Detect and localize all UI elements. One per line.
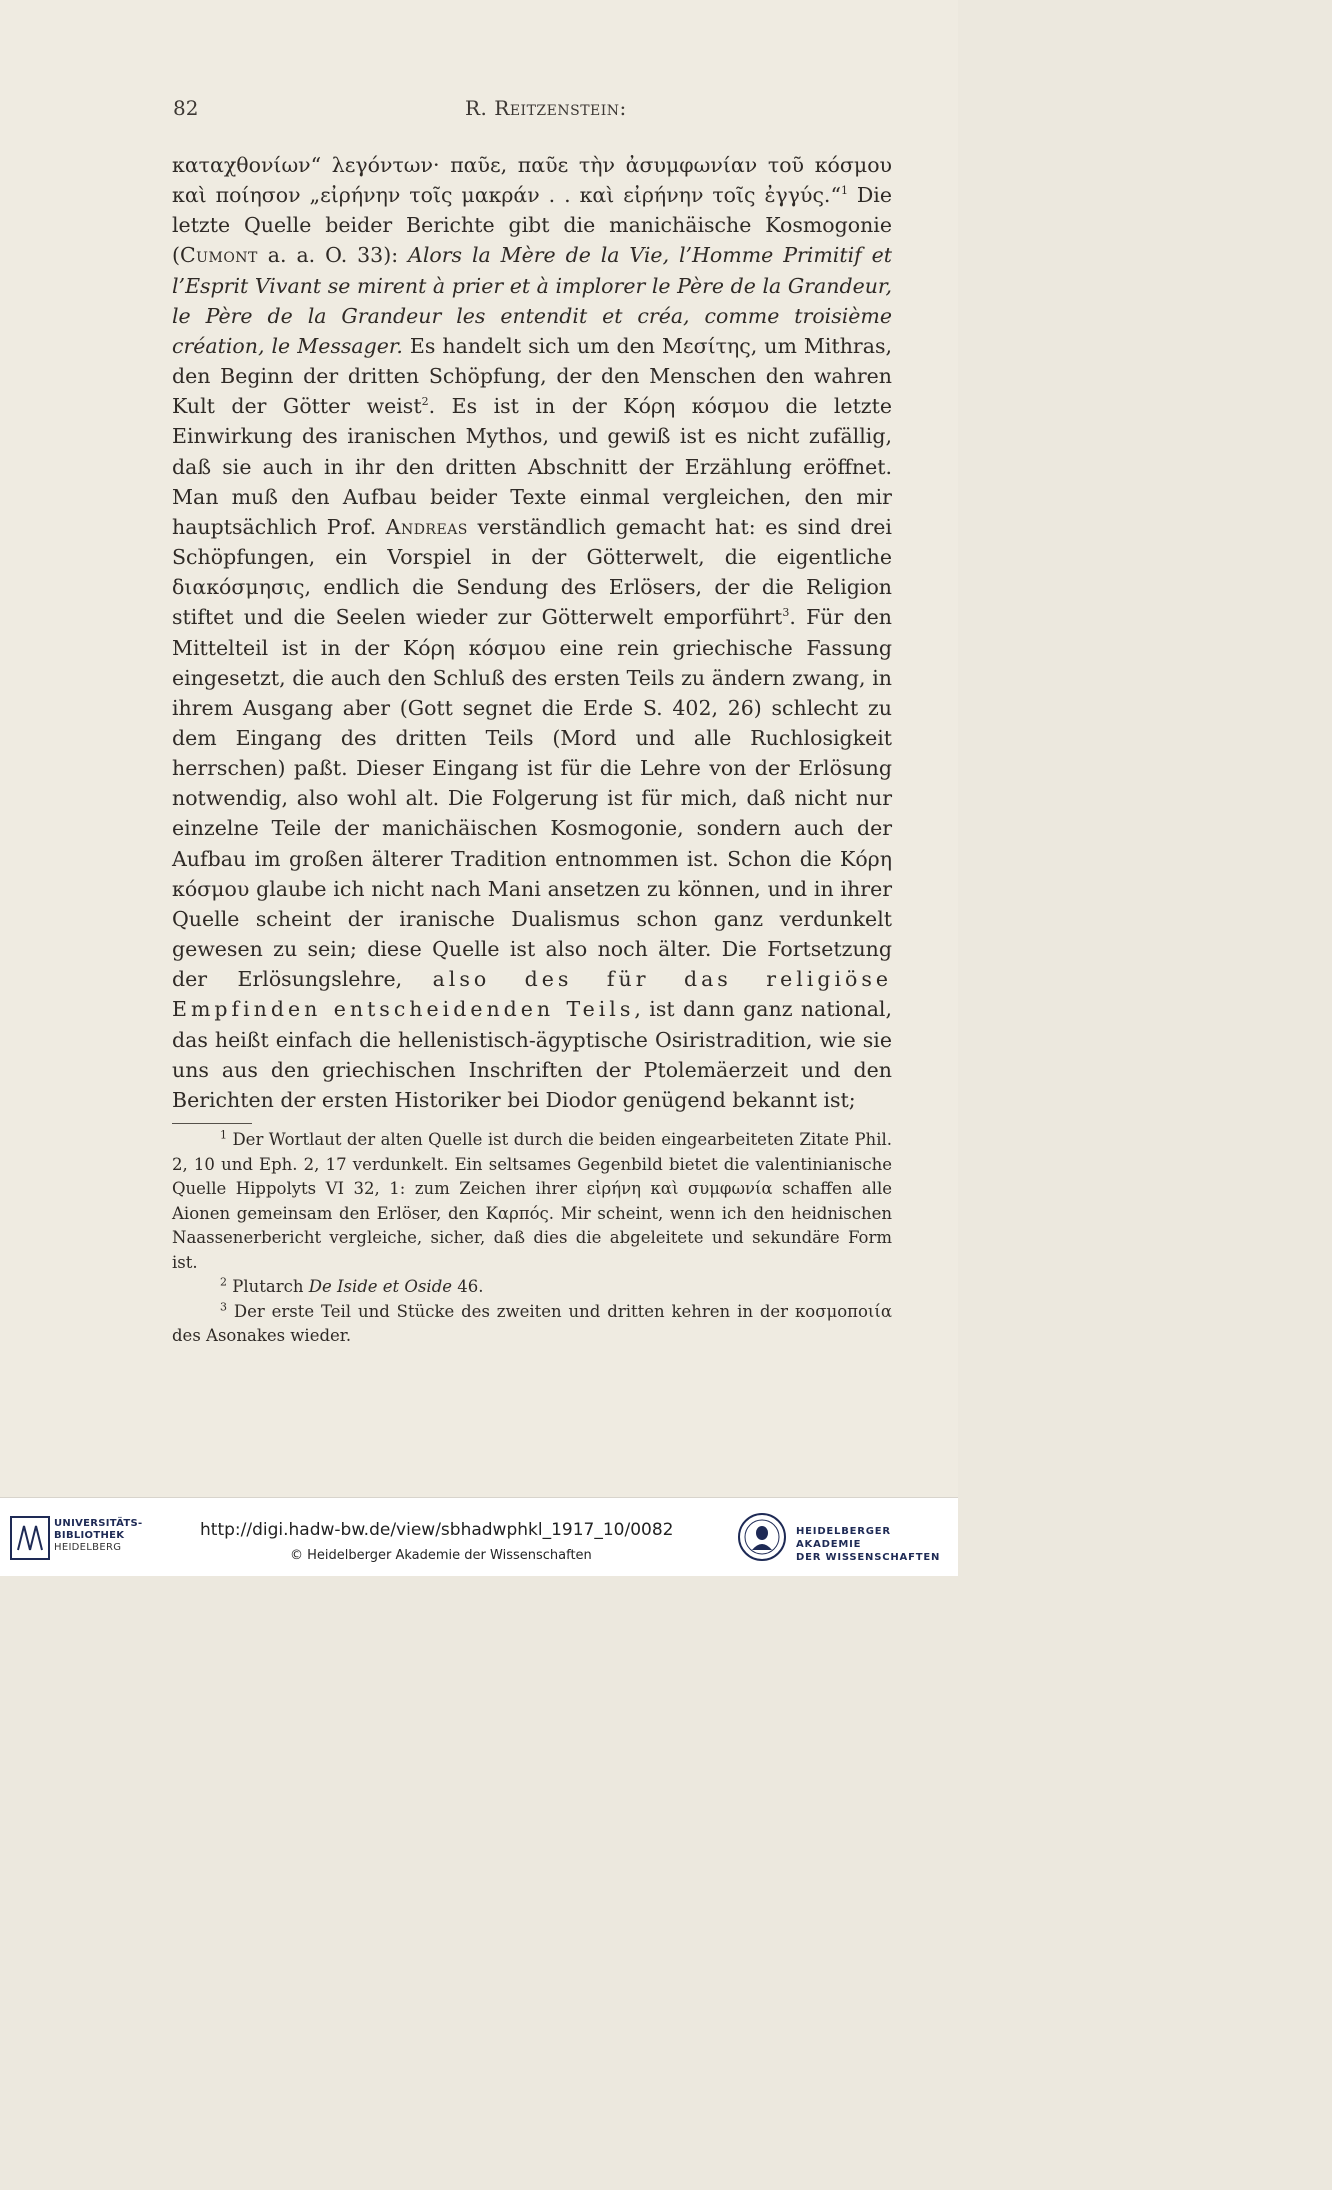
text-run: , endlich die Sendung des Erlösers, der die Religion stiftet und die Seelen wieder zur Götterwelt emporführt	[172, 575, 892, 630]
text-run: , ist dann ganz national, das heißt einfach die hellenistisch-ägyptische Osiristradition, wie sie uns aus den griechischen Inschriften der Ptolemäerzeit und den Berichten der ersten Historiker bei Diodor genügend bekannt ist;	[172, 997, 892, 1112]
greek-term: κοσμοποιία	[794, 1301, 892, 1321]
text-run: 46.	[452, 1277, 484, 1296]
footnote-mark: 2	[220, 1275, 227, 1289]
text-run: glaube ich nicht nach Mani ansetzen zu können, und in ihrer Quelle scheint der iranische Dualismus schon ganz verdunkelt gewesen zu sein; diese Quelle ist also noch älter. Die Fortsetzung der Erlösungslehre,	[172, 876, 892, 992]
greek-term: Καρπός	[485, 1203, 549, 1223]
book-title: De Iside et Oside	[308, 1277, 453, 1296]
french-quote: Alors la Mère de la Vie, l’Homme Primitif et l’Esprit Vivant se mirent à prier et à implorer le Père de la Grandeur, le Père de la Grandeur les entendit et créa, comme troisième création, le Messager.	[172, 243, 892, 358]
text-run: Plutarch	[227, 1277, 309, 1296]
logo-line: UNIVERSITÄTS-	[54, 1518, 143, 1529]
greek-term: διακόσμησις	[172, 575, 305, 600]
text-run: schaffen alle Aionen gemeinsam den Erlöser, den	[172, 1179, 892, 1223]
academy-logo-text	[796, 1525, 958, 1564]
logo-line: BIBLIOTHEK	[54, 1530, 125, 1541]
text-run: eine rein griechische Fassung eingesetzt, die auch den Schluß des ersten Teils zu ändern zwang, in ihrem Ausgang aber (Gott segnet die Erde S. 402, 26) schlecht zu dem Eingang des dritten Teils (Mord und alle Ruchlosigkeit herrschen) paßt. Dieser Eingang ist für die Lehre von der Erlösung notwendig, also wohl alt. Die Folgerung ist für mich, daß nicht nur einzelne Teile der manichäischen Kosmogonie, sondern auch der Aufbau im großen älterer Tradition entnommen ist. Schon die	[172, 635, 892, 871]
academy-seal-icon[interactable]	[737, 1512, 787, 1562]
permalink-url[interactable]: http://digi.hadw-bw.de/view/sbhadwphkl_1917_10/0082	[200, 1520, 674, 1540]
page-number: 82	[173, 96, 199, 120]
footnote-ref-3[interactable]: 3	[782, 606, 790, 620]
logo-line: HEIDELBERGER AKADEMIE	[796, 1526, 891, 1550]
text-run: die letzte Einwirkung des iranischen Mythos, und gewiß ist es nicht zufällig, daß sie auch in ihr den dritten Abschnitt der Erzählung eröffnet. Man muß den Aufbau beider Texte einmal vergleichen, den mir hauptsächlich Prof.	[172, 394, 892, 539]
main-text	[172, 150, 892, 1115]
logo-line: HEIDELBERG	[54, 1542, 122, 1553]
text-run: . Für den Mittelteil ist in der	[172, 605, 892, 660]
university-library-logo-icon[interactable]	[10, 1516, 50, 1560]
footnote-divider	[172, 1123, 252, 1124]
text-run: . Mir scheint, wenn ich den heidnischen Naassenerbericht vergleiche, sicher, daß dies die abgeleitete und sekundäre Form ist.	[172, 1203, 892, 1272]
author-name-andreas: Andreas	[385, 514, 468, 539]
footnote-3	[172, 1300, 892, 1349]
greek-term: εἰρήνη καὶ συμφωνία	[586, 1179, 773, 1198]
text-run: Die letzte Quelle beider Berichte gibt die manichäische Kosmogonie (	[172, 183, 892, 268]
copyright-notice: © Heidelberger Akademie der Wissenschaften	[290, 1548, 592, 1563]
running-title: R. Reitzenstein:	[465, 96, 627, 120]
footnote-1	[172, 1128, 892, 1275]
emphasized-spaced-text: also des für das religiöse Empfinden entscheidenden Teils	[172, 967, 892, 1022]
author-name-cumont: Cumont	[180, 243, 258, 268]
footnote-ref-1[interactable]: 1	[840, 184, 848, 198]
text-run: . Es ist in der	[428, 394, 624, 419]
main-paragraph	[172, 150, 892, 1115]
text-run: , um Mithras, den Beginn der dritten Schöpfung, der den Menschen den wahren Kult der Götter weist	[172, 333, 892, 419]
text-run: Der erste Teil und Stücke des zweiten und dritten kehren in der	[227, 1301, 795, 1321]
footnotes	[172, 1128, 892, 1349]
footnote-mark: 1	[220, 1128, 227, 1142]
greek-quote: καταχθονίων“ λεγόντων· παῦε, παῦε τὴν ἀσυμφωνίαν τοῦ κόσμου καὶ ποίησον „εἰρήνην τοῖς μακράν . . καὶ εἰρήνην τοῖς ἐγγύς.“	[172, 153, 892, 208]
logo-line: DER WISSENSCHAFTEN	[796, 1552, 941, 1563]
greek-term: Κόρη κόσμου	[172, 846, 892, 901]
text-run: a. a. O. 33):	[257, 243, 409, 268]
greek-term: Κόρη κόσμου	[402, 635, 546, 660]
text-run: Der Wortlaut der alten Quelle ist durch die beiden eingearbeiteten Zitate Phil. 2, 10 und Eph. 2, 17 verdunkelt. Ein seltsames Gegenbild bietet die valentinianische Quelle Hippolyts VI 32, 1: zum Zeichen ihrer	[172, 1130, 892, 1198]
greek-term: Κόρη κόσμου	[623, 394, 770, 419]
university-library-logo-text	[54, 1518, 143, 1554]
text-run: verständlich gemacht hat: es sind drei Schöpfungen, ein Vorspiel in der Götterwelt, die eigentliche	[172, 514, 892, 570]
text-run: Es handelt sich um den	[402, 333, 662, 358]
footnote-ref-2[interactable]: 2	[421, 395, 429, 409]
footnote-2	[172, 1275, 892, 1300]
greek-term: Μεσίτης	[662, 333, 751, 358]
footnote-mark: 3	[220, 1300, 227, 1313]
text-run: des Asonakes wieder.	[172, 1326, 352, 1345]
book-page	[0, 0, 958, 1497]
viewer-footer-bar	[0, 1497, 958, 1576]
